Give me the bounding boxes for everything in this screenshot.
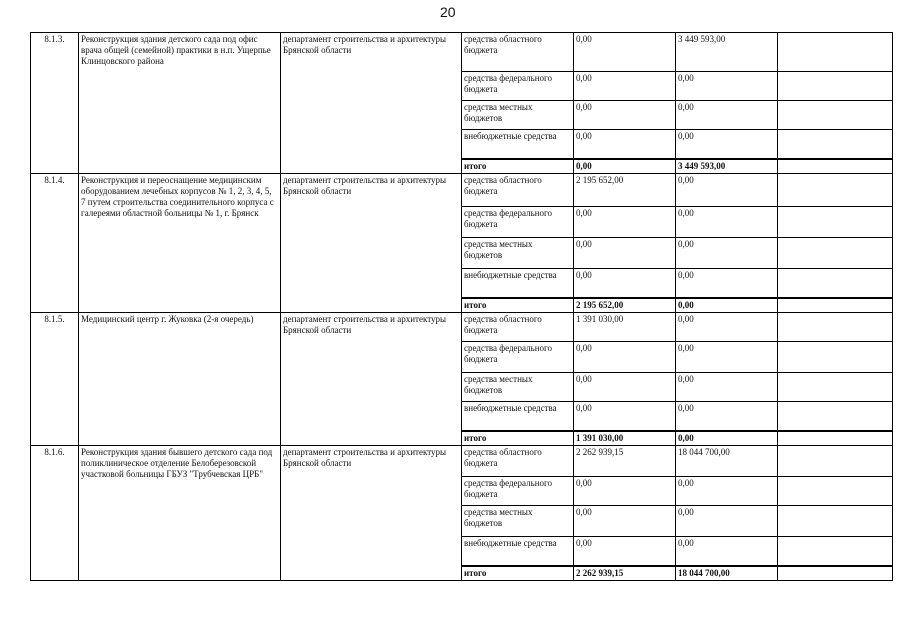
funding-source: средства областного бюджета [462,33,574,72]
amount-col-3 [778,269,893,299]
funding-source: средства местных бюджетов [462,373,574,402]
amount-col-3 [778,506,893,537]
amount-col-1: 0,00 [574,537,676,567]
amount-col-3 [778,72,893,101]
amount-col-1: 0,00 [574,402,676,432]
funding-source: средства федерального бюджета [462,342,574,373]
responsible-department: департамент строительства и архитектуры Брянской области [281,313,462,446]
item-number: 8.1.4. [31,174,79,313]
amount-col-2: 0,00 [676,101,778,130]
amount-col-1: 0,00 [574,373,676,402]
amount-col-1: 0,00 [574,269,676,299]
amount-col-2: 18 044 700,00 [676,446,778,477]
item-number: 8.1.3. [31,33,79,174]
funding-source: итого [462,298,574,313]
amount-col-3 [778,159,893,174]
amount-col-3 [778,537,893,567]
amount-col-2: 0,00 [676,537,778,567]
funding-source: внебюджетные средства [462,537,574,567]
amount-col-3 [778,101,893,130]
amount-col-3 [778,431,893,446]
item-name: Реконструкция и переоснащение медицинским оборудованием лечебных корпусов № 1, 2, 3, 4, 5, 7 путем строительства соединительного корпуса с галереями областной больницы № 1, г. Брянск [79,174,281,313]
funding-source: средства федерального бюджета [462,72,574,101]
table-row [31,174,893,207]
funding-source: средства областного бюджета [462,446,574,477]
funding-source: итого [462,566,574,581]
table-row [31,33,893,72]
table-row [31,446,893,477]
funding-source: внебюджетные средства [462,402,574,432]
amount-col-1: 2 195 652,00 [574,174,676,207]
amount-col-3 [778,238,893,269]
amount-col-2: 0,00 [676,238,778,269]
amount-col-1: 0,00 [574,159,676,174]
amount-col-2: 0,00 [676,174,778,207]
table-row [31,313,893,342]
table-body [31,33,893,581]
amount-col-2: 0,00 [676,402,778,432]
amount-col-3 [778,298,893,313]
funding-source: итого [462,159,574,174]
responsible-department: департамент строительства и архитектуры Брянской области [281,446,462,581]
funding-source: средства местных бюджетов [462,238,574,269]
funding-source: внебюджетные средства [462,130,574,160]
amount-col-3 [778,373,893,402]
amount-col-3 [778,33,893,72]
amount-col-1: 2 195 652,00 [574,298,676,313]
amount-col-2: 0,00 [676,298,778,313]
amount-col-3 [778,342,893,373]
amount-col-2: 3 449 593,00 [676,159,778,174]
responsible-department: департамент строительства и архитектуры Брянской области [281,174,462,313]
amount-col-1: 0,00 [574,101,676,130]
amount-col-1: 0,00 [574,72,676,101]
funding-source: внебюджетные средства [462,269,574,299]
responsible-department: департамент строительства и архитектуры Брянской области [281,33,462,174]
budget-table [30,32,893,581]
amount-col-3 [778,130,893,160]
amount-col-1: 0,00 [574,33,676,72]
item-number: 8.1.6. [31,446,79,581]
amount-col-2: 0,00 [676,431,778,446]
amount-col-3 [778,174,893,207]
amount-col-2: 0,00 [676,313,778,342]
amount-col-3 [778,313,893,342]
funding-source: итого [462,431,574,446]
funding-source: средства областного бюджета [462,174,574,207]
amount-col-3 [778,207,893,238]
amount-col-2: 0,00 [676,342,778,373]
item-name: Реконструкция здания бывшего детского сада под поликлиническое отделение Белоберезовской участковой больницы ГБУЗ "Трубчевская ЦРБ" [79,446,281,581]
funding-source: средства областного бюджета [462,313,574,342]
amount-col-2: 0,00 [676,373,778,402]
amount-col-2: 0,00 [676,269,778,299]
amount-col-3 [778,446,893,477]
amount-col-1: 0,00 [574,207,676,238]
amount-col-2: 0,00 [676,72,778,101]
amount-col-2: 0,00 [676,130,778,160]
funding-source: средства федерального бюджета [462,207,574,238]
amount-col-1: 0,00 [574,477,676,506]
amount-col-1: 1 391 030,00 [574,431,676,446]
amount-col-2: 0,00 [676,477,778,506]
funding-source: средства местных бюджетов [462,101,574,130]
item-name: Медицинский центр г. Жуковка (2-я очередь) [79,313,281,446]
amount-col-1: 0,00 [574,342,676,373]
amount-col-2: 0,00 [676,207,778,238]
page-number: 20 [440,4,456,20]
amount-col-2: 18 044 700,00 [676,566,778,581]
amount-col-1: 2 262 939,15 [574,566,676,581]
amount-col-1: 2 262 939,15 [574,446,676,477]
item-name: Реконструкция здания детского сада под офис врача общей (семейной) практики в н.п. Ущерпье Клинцовского района [79,33,281,174]
item-number: 8.1.5. [31,313,79,446]
funding-source: средства федерального бюджета [462,477,574,506]
amount-col-2: 3 449 593,00 [676,33,778,72]
amount-col-3 [778,402,893,432]
amount-col-1: 0,00 [574,238,676,269]
amount-col-1: 0,00 [574,506,676,537]
amount-col-1: 1 391 030,00 [574,313,676,342]
amount-col-3 [778,566,893,581]
amount-col-1: 0,00 [574,130,676,160]
amount-col-3 [778,477,893,506]
amount-col-2: 0,00 [676,506,778,537]
funding-source: средства местных бюджетов [462,506,574,537]
